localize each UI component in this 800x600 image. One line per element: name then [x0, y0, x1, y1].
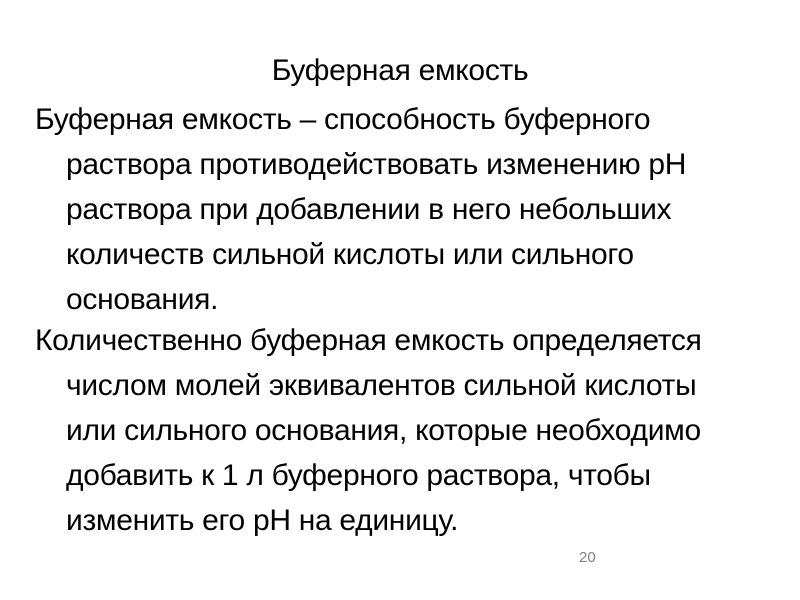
- slide-title: Буферная емкость: [271, 54, 529, 87]
- text-line: основания.: [66, 283, 219, 316]
- text-line: или сильного основания, которые необходимо: [66, 414, 701, 447]
- text-line: количеств сильной кислоты или сильного: [66, 238, 634, 271]
- text-line: Количественно буферная емкость определяется: [35, 324, 702, 357]
- text-line: числом молей эквивалентов сильной кислоты: [66, 369, 697, 402]
- text-line: добавить к 1 л буферного раствора, чтобы: [66, 459, 651, 492]
- text-line: Буферная емкость – способность буферного: [35, 103, 651, 136]
- text-line: изменить его рН на единицу.: [66, 504, 459, 537]
- page-number: 20: [579, 549, 596, 566]
- paragraph-quantitative: [35, 318, 775, 543]
- text-line: раствора противодействовать изменению рН: [66, 148, 687, 181]
- text-line: раствора при добавлении в него небольших: [66, 193, 672, 226]
- paragraph-definition: [35, 97, 775, 322]
